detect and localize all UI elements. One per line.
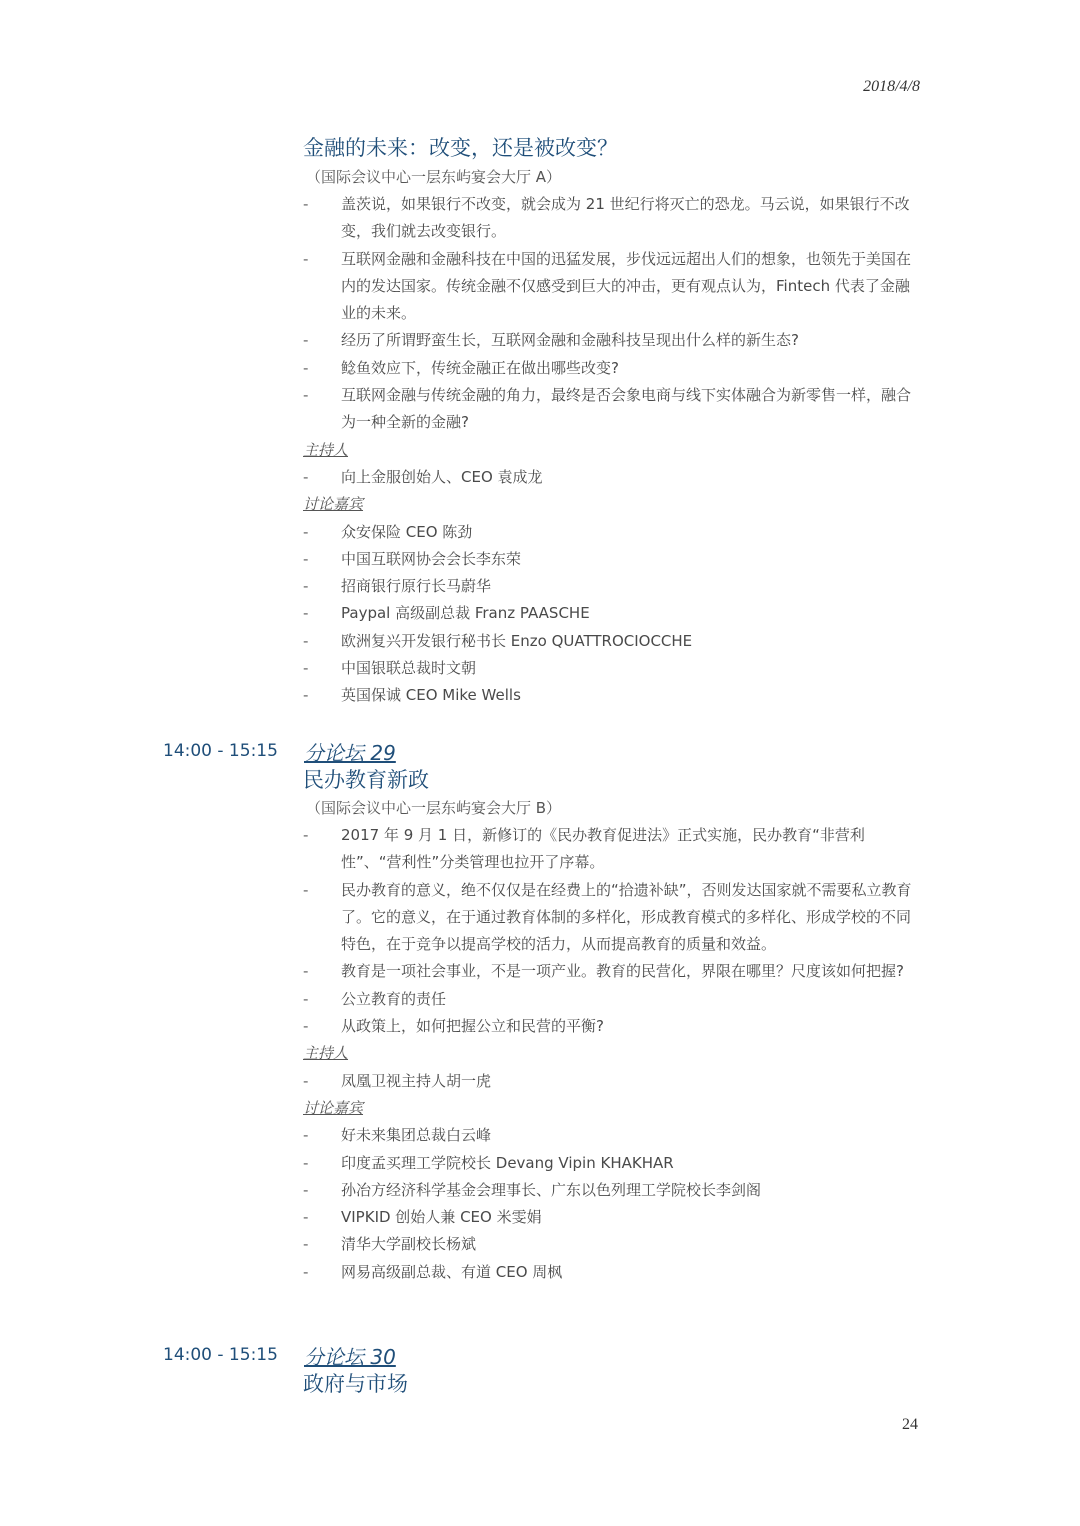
guest-item xyxy=(303,1204,923,1231)
guests-label: 讨论嘉宾 xyxy=(303,495,364,514)
host-label: 主持人 xyxy=(303,1044,349,1063)
bullet-text: 公立教育的责任 xyxy=(341,989,447,1008)
guest-item xyxy=(303,655,923,682)
list-item xyxy=(303,191,923,246)
dash-bullet: - xyxy=(303,1071,309,1090)
dash-bullet: - xyxy=(303,358,309,377)
dash-bullet: - xyxy=(303,1153,309,1172)
dash-bullet: - xyxy=(303,1262,309,1281)
session-time: 14:00 - 15:15 xyxy=(163,741,278,761)
dash-bullet: - xyxy=(303,577,309,596)
host-name: 向上金服创始人、CEO 袁成龙 xyxy=(341,467,543,486)
list-item xyxy=(303,877,923,959)
bullet-text: 互联网金融与传统金融的角力，最终是否会象电商与线下实体融合为新零售一样，融合为一种全新的金融? xyxy=(341,386,912,432)
topic-list xyxy=(303,822,923,1286)
guest-name: 英国保诚 CEO Mike Wells xyxy=(341,686,521,705)
guest-name: 网易高级副总裁、有道 CEO 周枫 xyxy=(341,1262,563,1281)
list-item xyxy=(303,1013,923,1040)
session-time: 14:00 - 15:15 xyxy=(163,1345,278,1365)
guest-item xyxy=(303,546,923,573)
dash-bullet: - xyxy=(303,962,309,981)
bullet-text: 民办教育的意义，绝不仅仅是在经费上的“拾遗补缺”，否则发达国家就不需要私立教育了。它的意义，在于通过教育体制的多样化，形成教育模式的多样化、形成学校的不同特色，在于竞争以提高学校的活力，从而提高教育的质量和效益。 xyxy=(341,880,912,954)
guest-item xyxy=(303,519,923,546)
dash-bullet: - xyxy=(303,549,309,568)
dash-bullet: - xyxy=(303,195,309,213)
guest-name: 好未来集团总裁白云峰 xyxy=(341,1126,492,1145)
session-title: 政府与市场 xyxy=(303,1372,408,1396)
bullet-text: 从政策上，如何把握公立和民营的平衡? xyxy=(341,1017,604,1036)
dash-bullet: - xyxy=(303,522,309,541)
guest-item xyxy=(303,1177,923,1204)
host-name: 凤凰卫视主持人胡一虎 xyxy=(341,1071,492,1090)
page-number: 24 xyxy=(902,1416,918,1433)
session-title: 民办教育新政 xyxy=(303,768,429,792)
guest-name: 中国银联总裁时文朝 xyxy=(341,659,477,678)
session-venue: （国际会议中心一层东屿宴会大厅 B） xyxy=(306,799,562,817)
guest-name: VIPKID 创始人兼 CEO 米雯娟 xyxy=(341,1208,542,1227)
dash-bullet: - xyxy=(303,604,309,623)
host-label: 主持人 xyxy=(303,440,349,459)
topic-list xyxy=(303,191,923,710)
dash-bullet: - xyxy=(303,880,309,899)
dash-bullet: - xyxy=(303,467,309,486)
guest-item xyxy=(303,1150,923,1177)
list-item xyxy=(303,355,923,382)
guest-name: 印度孟买理工学院校长 Devang Vipin KHAKHAR xyxy=(341,1153,674,1172)
guest-item xyxy=(303,573,923,600)
session-title: 金融的未来：改变，还是被改变？ xyxy=(303,136,618,160)
forum-link[interactable]: 分论坛 30 xyxy=(304,1345,396,1369)
guests-label: 讨论嘉宾 xyxy=(303,1098,364,1117)
bullet-text: 经历了所谓野蛮生长，互联网金融和金融科技呈现出什么样的新生态? xyxy=(341,331,799,350)
guest-name: 招商银行原行长马蔚华 xyxy=(341,577,492,596)
dash-bullet: - xyxy=(303,989,309,1008)
list-item xyxy=(303,327,923,354)
guest-item xyxy=(303,1259,923,1286)
list-item xyxy=(303,986,923,1013)
guest-name: 众安保险 CEO 陈劲 xyxy=(341,522,473,541)
dash-bullet: - xyxy=(303,1235,309,1254)
guest-name: 清华大学副校长杨斌 xyxy=(341,1235,477,1254)
guest-name: Paypal 高级副总裁 Franz PAASCHE xyxy=(341,604,590,623)
forum-link[interactable]: 分论坛 29 xyxy=(304,741,396,765)
guest-item xyxy=(303,1122,923,1149)
host-item xyxy=(303,464,923,491)
guest-name: 中国互联网协会会长李东荣 xyxy=(341,549,522,568)
guest-item xyxy=(303,1231,923,1258)
list-item xyxy=(303,958,923,985)
bullet-text: 鲶鱼效应下，传统金融正在做出哪些改变? xyxy=(341,358,619,377)
session-venue: （国际会议中心一层东屿宴会大厅 A） xyxy=(306,168,562,186)
dash-bullet: - xyxy=(303,1017,309,1036)
guest-item xyxy=(303,682,923,709)
dash-bullet: - xyxy=(303,249,309,268)
bullet-text: 互联网金融和金融科技在中国的迅猛发展，步伐远远超出人们的想象，也领先于美国在内的发达国家。传统金融不仅感受到巨大的冲击，更有观点认为，Fintech 代表了金融业的未来。 xyxy=(341,249,912,323)
page-date: 2018/4/8 xyxy=(863,78,920,95)
guest-item xyxy=(303,628,923,655)
bullet-text: 盖茨说，如果银行不改变，就会成为 21 世纪行将灭亡的恐龙。马云说，如果银行不改变，我们就去改变银行。 xyxy=(341,195,910,241)
dash-bullet: - xyxy=(303,631,309,650)
dash-bullet: - xyxy=(303,1126,309,1145)
bullet-text: 教育是一项社会事业，不是一项产业。教育的民营化，界限在哪里？尺度该如何把握? xyxy=(341,962,904,981)
list-item xyxy=(303,246,923,328)
dash-bullet: - xyxy=(303,686,309,705)
bullet-text: 2017 年 9 月 1 日，新修订的《民办教育促进法》正式实施，民办教育“非营利性”、“营利性”分类管理也拉开了序幕。 xyxy=(341,826,865,872)
guest-name: 欧洲复兴开发银行秘书长 Enzo QUATTROCIOCCHE xyxy=(341,631,693,650)
guest-name: 孙冶方经济科学基金会理事长、广东以色列理工学院校长李剑阁 xyxy=(341,1180,762,1199)
guest-item xyxy=(303,600,923,627)
dash-bullet: - xyxy=(303,826,309,844)
host-item xyxy=(303,1068,923,1095)
dash-bullet: - xyxy=(303,331,309,350)
dash-bullet: - xyxy=(303,1208,309,1227)
dash-bullet: - xyxy=(303,386,309,405)
dash-bullet: - xyxy=(303,659,309,678)
dash-bullet: - xyxy=(303,1180,309,1199)
list-item xyxy=(303,822,923,877)
list-item xyxy=(303,382,923,437)
